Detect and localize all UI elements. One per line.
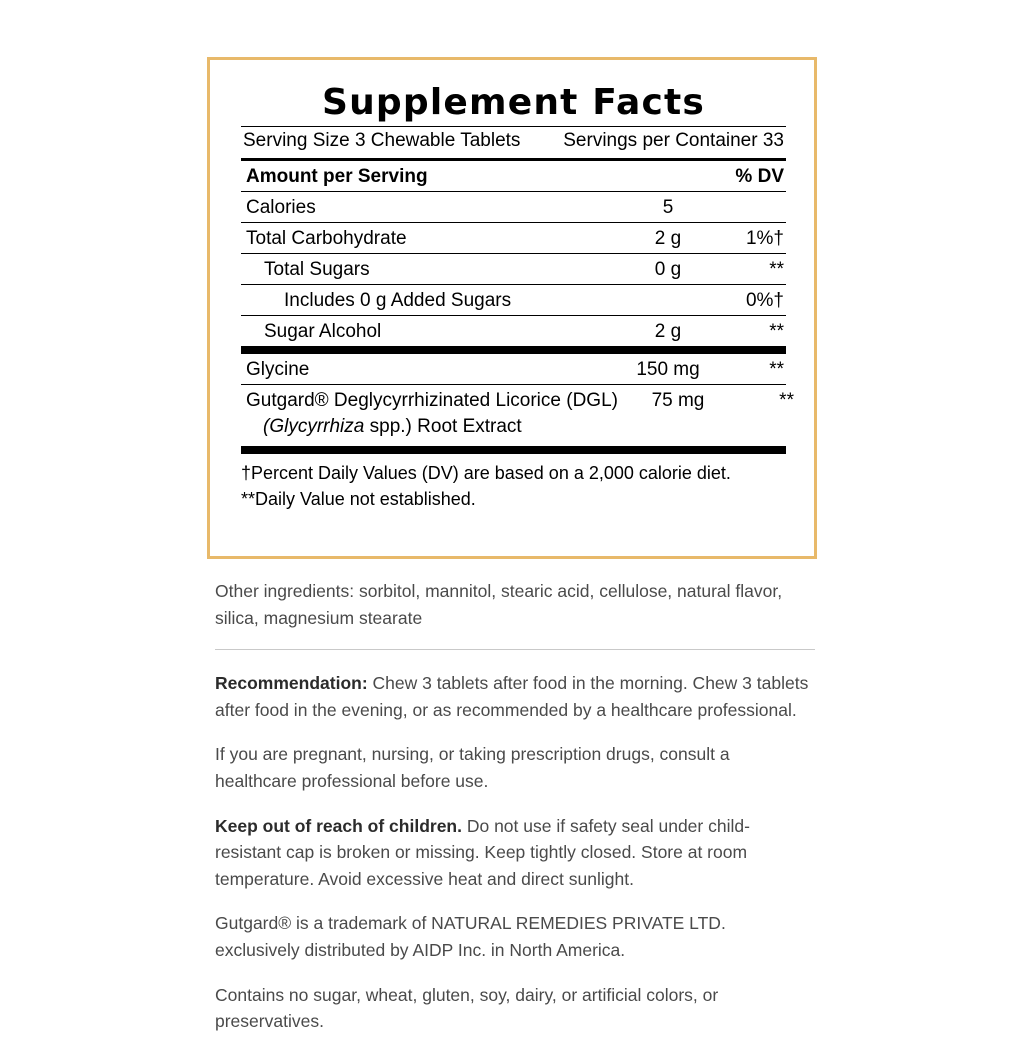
- rule-under-sugar-alcohol: [241, 346, 786, 354]
- recommendation-paragraph: [215, 670, 815, 723]
- nutrient-dv: 1%†: [745, 227, 784, 249]
- gutgard-subline: [241, 415, 786, 439]
- nutrient-name: Includes 0 g Added Sugars: [284, 289, 512, 311]
- nutrient-row-calories: [241, 192, 786, 222]
- serving-size-label: Serving Size 3 Chewable Tablets: [243, 129, 521, 151]
- nutrient-amount: 2 g: [654, 320, 682, 342]
- nutrient-amount: 0 g: [654, 258, 682, 280]
- panel-title: Supplement Facts: [321, 82, 706, 123]
- servings-per-container-label: Servings per Container 33: [563, 129, 784, 151]
- nutrient-row-added-sugars: [241, 285, 786, 315]
- footnote-daily-values: †Percent Daily Values (DV) are based on a 2,000 calorie diet.: [241, 462, 731, 483]
- keep-out-paragraph: [215, 813, 815, 893]
- pregnancy-warning-paragraph: If you are pregnant, nursing, or taking prescription drugs, consult a healthcare professional before use.: [215, 744, 730, 791]
- nutrient-name: Calories: [246, 196, 316, 218]
- nutrient-row-gutgard: [241, 385, 794, 415]
- dv-header: % DV: [735, 165, 784, 187]
- nutrient-dv: 0%†: [745, 289, 784, 311]
- other-ingredients-paragraph: Other ingredients: sorbitol, mannitol, stearic acid, cellulose, natural flavor, silica, magnesium stearate: [215, 581, 783, 628]
- amount-per-serving-header-row: [241, 161, 786, 191]
- footnote-not-established: **Daily Value not established.: [241, 488, 476, 509]
- nutrient-row-sugar-alcohol: [241, 316, 786, 346]
- recommendation-text: Chew 3 tablets after food in the morning. Chew 3 tablets after food in the evening, or as recommended by a healthcare professional.: [215, 673, 809, 720]
- section-divider: [215, 649, 815, 650]
- label-body-text: [215, 578, 815, 1053]
- nutrient-amount: 150 mg: [636, 358, 700, 380]
- nutrient-amount: 75 mg: [651, 389, 705, 411]
- nutrient-row-total-sugars: [241, 254, 786, 284]
- amount-per-serving-label: Amount per Serving: [246, 165, 428, 187]
- supplement-facts-inner: [241, 82, 794, 511]
- nutrient-name: Glycine: [246, 358, 310, 380]
- nutrient-amount: 5: [662, 196, 674, 218]
- nutrient-amount: 2 g: [654, 227, 682, 249]
- nutrient-row-glycine: [241, 354, 786, 384]
- gutgard-species: spp.): [364, 415, 412, 437]
- rule-under-gutgard: [241, 446, 786, 454]
- nutrient-name: Total Sugars: [264, 258, 370, 280]
- recommendation-label: Recommendation:: [215, 673, 368, 694]
- nutrient-dv: **: [769, 358, 784, 380]
- trademark-paragraph: Gutgard® is a trademark of NATURAL REMEDIES PRIVATE LTD. exclusively distributed by AIDP Inc. in North America.: [215, 913, 726, 960]
- nutrient-dv: **: [779, 389, 794, 411]
- gutgard-part: Root Extract: [411, 415, 522, 437]
- keep-out-label: Keep out of reach of children.: [215, 815, 462, 836]
- nutrient-row-total-carbohydrate: [241, 223, 786, 253]
- serving-info-row: [241, 127, 786, 158]
- nutrient-name: Total Carbohydrate: [246, 227, 407, 249]
- nutrient-dv: **: [769, 258, 784, 280]
- nutrient-name: Sugar Alcohol: [264, 320, 382, 342]
- keep-out-text: Do not use if safety seal under child-resistant cap is broken or missing. Keep tightly closed. Store at room temperature. Avoid excessive heat and direct sunlight.: [215, 815, 750, 889]
- nutrient-dv: **: [769, 320, 784, 342]
- gutgard-botanical-name: (Glycyrrhiza: [263, 415, 365, 437]
- supplement-facts-panel: [207, 57, 817, 559]
- nutrient-name: Gutgard® Deglycyrrhizinated Licorice (DGL): [246, 389, 618, 411]
- contains-no-paragraph: Contains no sugar, wheat, gluten, soy, dairy, or artificial colors, or preservatives.: [215, 984, 719, 1032]
